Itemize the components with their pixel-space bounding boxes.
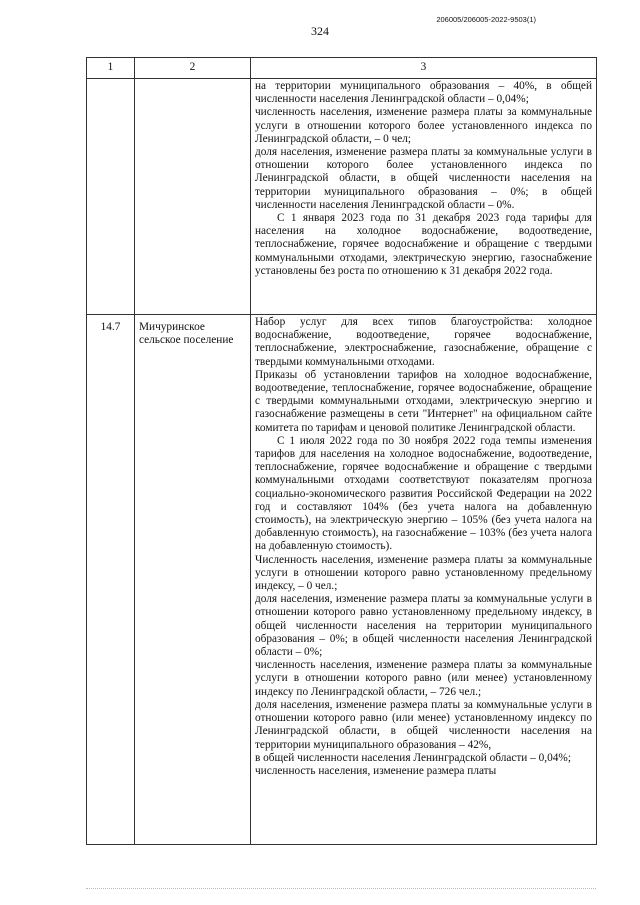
description-cell (251, 315, 597, 845)
paragraph: в общей численности населения Ленинградской области – 0,04%; (255, 751, 571, 764)
paragraph: на территории муниципального образования – 40%, в общей численности населения Ленинградской области – 0,04%; (255, 80, 592, 106)
paragraph: С 1 июля 2022 года по 30 ноября 2022 года темпы изменения тарифов для населения на холодное водоснабжение, водоотведение, теплоснабжение, горячее водоснабжение и обращение с твердыми коммунальными отходами соответствуют показателям прогноза социально-экономического развития Российской Федерации на 2022 год и составляют 104% (без учета налога на добавленную стоимость), на электрическую энергию – 105% (без учета налога на добавленную стоимость), на газоснабжение – 103% (без учета налога на добавленную стоимость). (255, 434, 592, 553)
paragraph: доля населения, изменение размера платы за коммунальные услуги в отношении которого равно установленному предельному индексу, в общей численности населения на территории муниципального образования – 0%; в общей численности населения Ленинградской области – 0%; (255, 593, 592, 659)
paragraph: доля населения, изменение размера платы за коммунальные услуги в отношении которого более установленного индекса по Ленинградской области, в общей численности населения на территории муниципального образования – 0%; в общей численности населения Ленинградской области – 0%. (255, 146, 592, 211)
paragraph: численность населения, изменение размера платы (255, 764, 497, 777)
row-number-cell (87, 79, 135, 315)
row2-paragraphs (255, 316, 592, 778)
document-id: 206005/206005-2022-9503(1) (436, 15, 536, 24)
table-header-row (87, 58, 597, 79)
column-header-1: 1 (87, 58, 135, 79)
paragraph: численность населения, изменение размера платы за коммунальные услуги в отношении которого более установленного индекса по Ленинградской области, – 0 чел; (255, 106, 592, 145)
paragraph: Набор услуг для всех типов благоустройства: холодное водоснабжение, водоотведение, горячее водоснабжение, теплоснабжение, электроснабжение, газоснабжение, обращение с твердыми коммунальными отходами. (255, 316, 592, 368)
column-header-2: 2 (135, 58, 251, 79)
paragraph: С 1 января 2023 года по 31 декабря 2023 года тарифы для населения на холодное водоснабжение, водоотведение, теплоснабжение, горячее водоснабжение и обращение с твердыми коммунальными отходами, электрическую энергию, газоснабжение установлены без роста по отношению к 31 декабря 2022 года. (255, 212, 592, 277)
description-cell (251, 79, 597, 315)
paragraph: Численность населения, изменение размера платы за коммунальные услуги в отношении которого равно установленному предельному индексу, – 0 чел.; (255, 553, 592, 593)
table-row (87, 315, 597, 845)
page-number: 324 (311, 24, 329, 38)
page-bottom-rule (86, 888, 596, 889)
column-header-3: 3 (251, 58, 597, 79)
settlement-name-cell (135, 79, 251, 315)
table-row (87, 79, 597, 315)
row1-paragraphs (255, 80, 592, 278)
row-number-cell: 14.7 (87, 315, 135, 845)
settlement-name-cell: Мичуринское сельское поселение (135, 315, 251, 845)
tariff-table (86, 57, 597, 845)
paragraph: доля населения, изменение размера платы за коммунальные услуги в отношении которого равно (или менее) установленному индексу по Ленинградской области, в общей численности населения на территории муниципального образования – 42%, (255, 698, 592, 751)
paragraph: Приказы об установлении тарифов на холодное водоснабжение, водоотведение, теплоснабжение, горячее водоснабжение, обращение с твердыми коммунальными отходами, электрическую энергию и газоснабжение размещены в сети "Интернет" на официальном сайте комитета по тарифам и ценовой политике Ленинградской области. (255, 368, 592, 434)
paragraph: численность населения, изменение размера платы за коммунальные услуги в отношении которого равно (или менее) установленному индексу по Ленинградской области, – 726 чел.; (255, 659, 592, 698)
